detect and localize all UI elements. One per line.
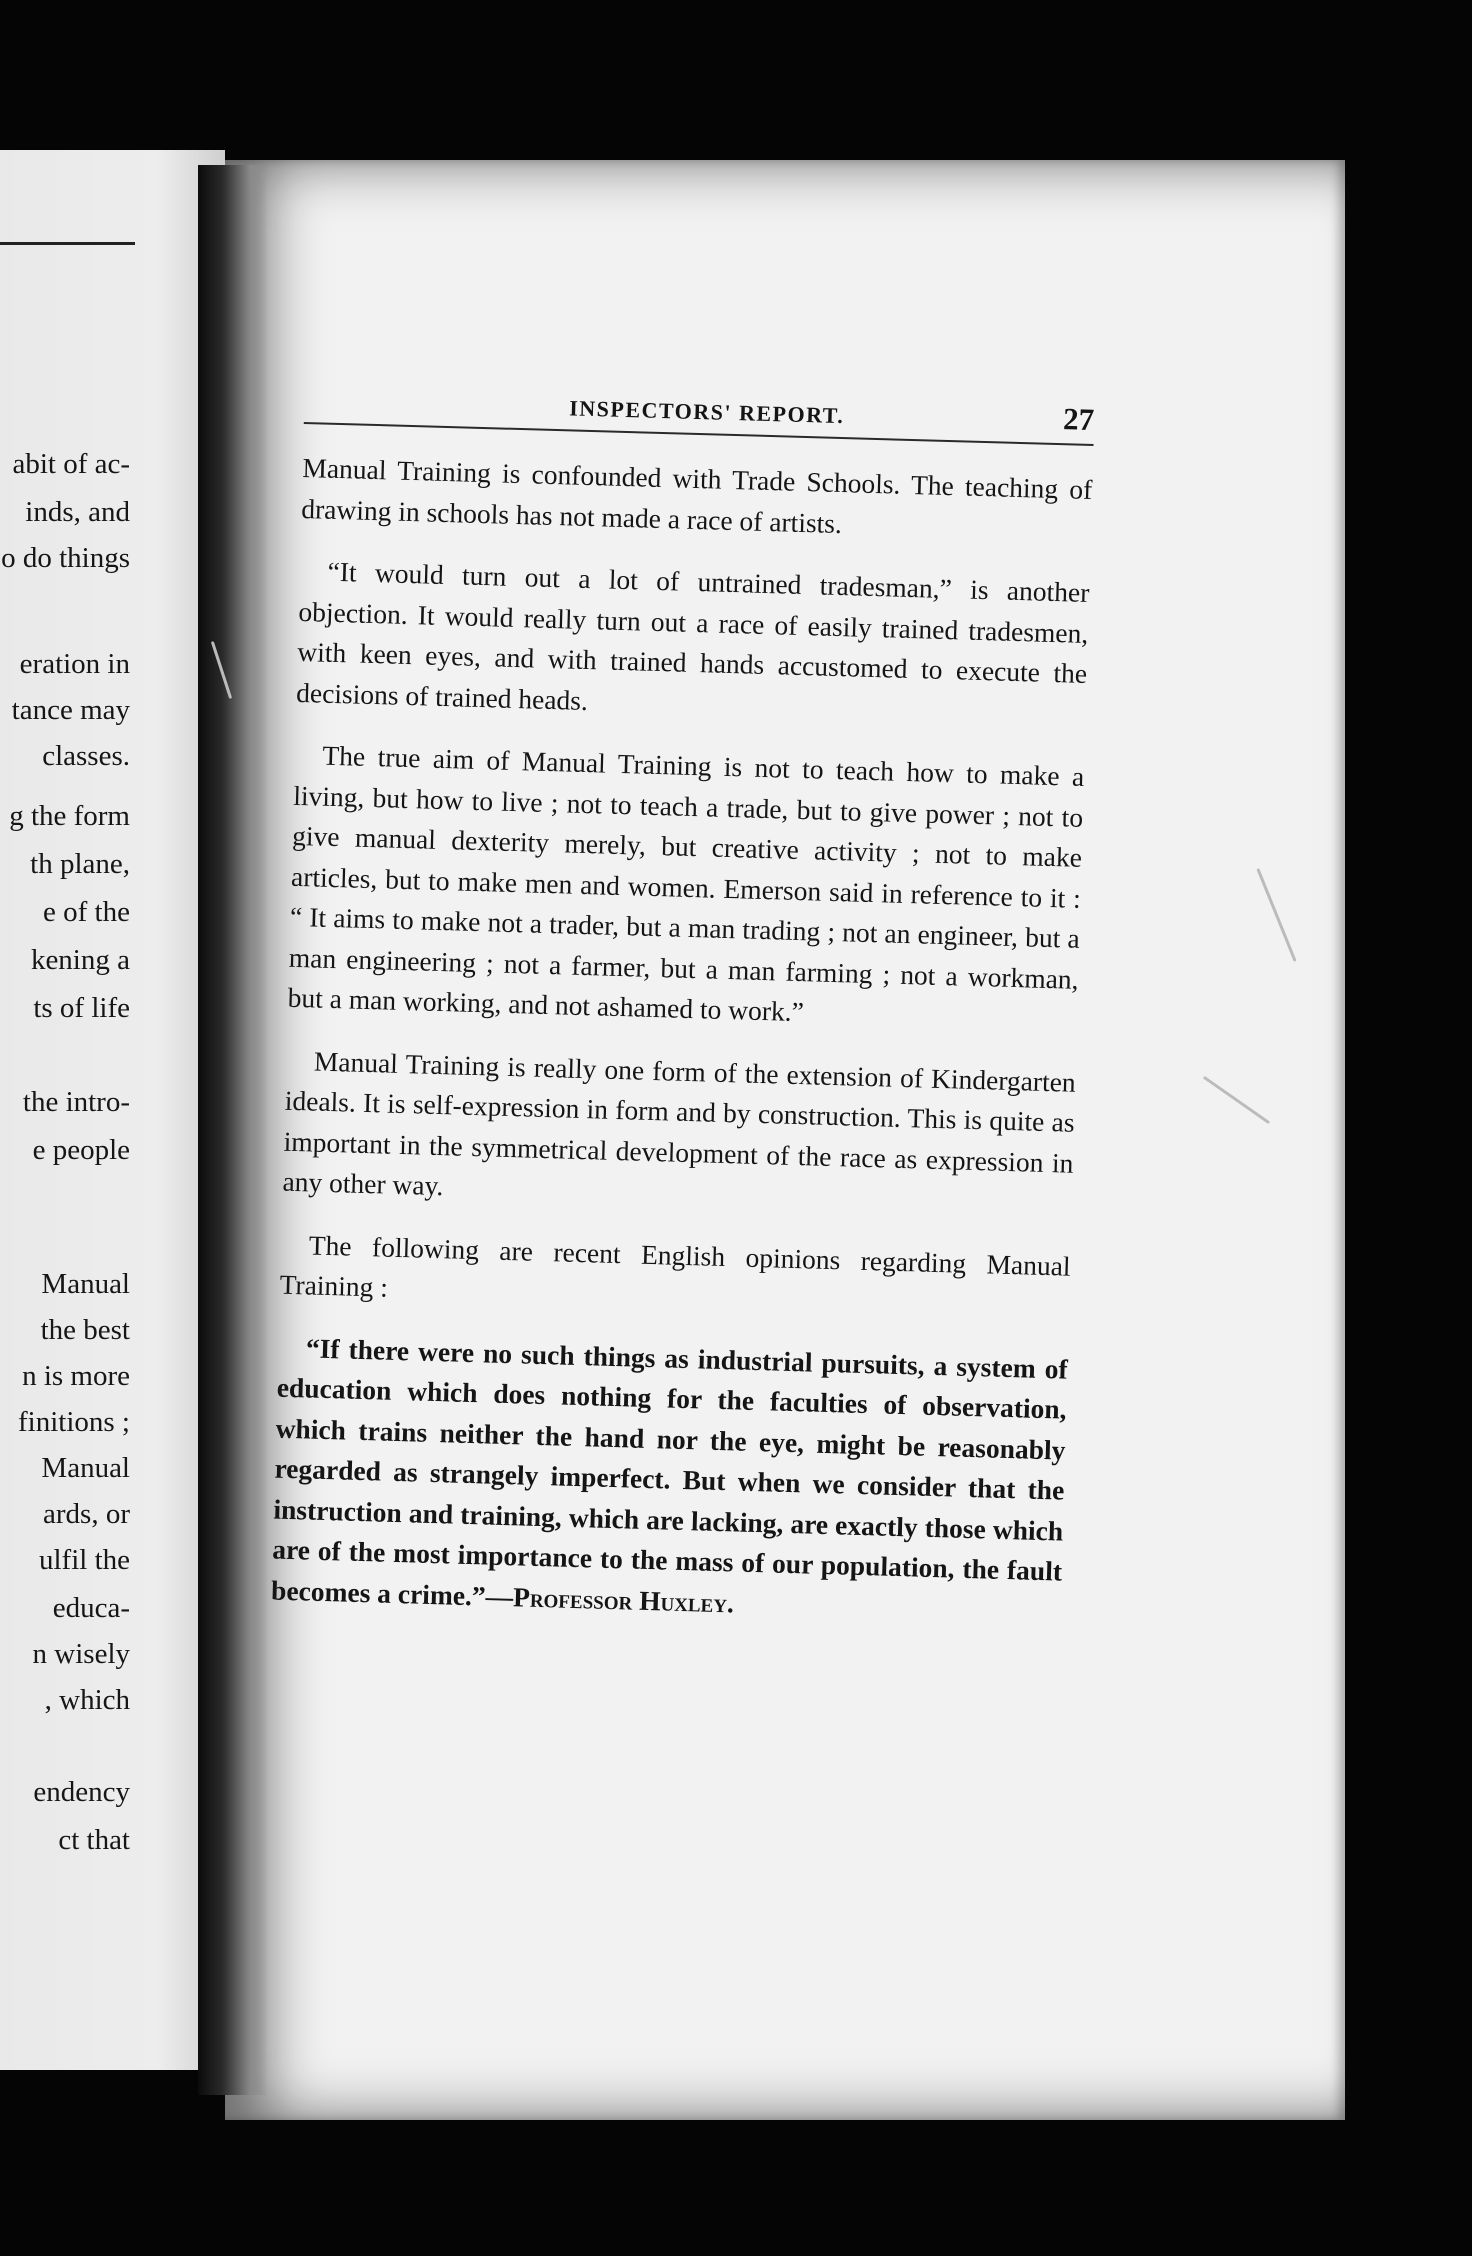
left-page-line: ct that	[58, 1824, 130, 1856]
left-page-line: eration in	[19, 648, 130, 680]
left-page-line: n is more	[22, 1360, 130, 1392]
left-page-line: Manual	[41, 1268, 130, 1300]
left-page-line: n wisely	[32, 1638, 130, 1670]
left-page-line: kening a	[30, 944, 130, 976]
left-page-line: th plane,	[30, 848, 130, 880]
left-page-line: g the form	[9, 800, 130, 832]
left-page-line: o do things	[1, 542, 130, 574]
left-page-line: tance may	[11, 694, 130, 726]
left-page-line: ts of life	[33, 992, 130, 1024]
left-page-line: ards, or	[43, 1498, 130, 1530]
left-page-rule	[0, 242, 135, 245]
quotation-attribution: Professor Huxley.	[512, 1580, 735, 1618]
left-page-line: the intro-	[22, 1086, 130, 1118]
left-page-line: Manual	[41, 1452, 130, 1484]
paragraph: Manual Training is really one form of the extension of Kindergarten ideals. It is self-expression in form and by construction. This is quite as important in the symmetrical development of the race as expression in any other way.	[282, 1045, 1077, 1202]
paragraph: Manual Training is confounded with Trade Schools. The teaching of drawing in schools has not made a race of artists.	[300, 451, 1093, 539]
paragraph: The following are recent English opinions regarding Manual Training :	[279, 1228, 1072, 1303]
left-page-line: e of the	[43, 896, 130, 928]
left-page-line: e people	[32, 1134, 130, 1166]
left-page-line: , which	[44, 1684, 130, 1716]
quotation	[271, 1327, 1069, 1632]
running-head-title: INSPECTORS' REPORT.	[568, 395, 845, 429]
quotation-text: “If there were no such things as industrial pursuits, a system of education which does nothing for the faculties of observation, which trains neither the hand nor the eye, might be reasonably regarded as strangely imperfect. But when we consider that the instruction and training, which are lacking, are exactly those which are of the most importance to the mass of our population, the fault becomes a crime.”—	[270, 1331, 1069, 1612]
left-page-line: inds, and	[25, 496, 130, 528]
left-page-line: abit of ac-	[12, 448, 130, 480]
gutter-shadow	[198, 165, 268, 2095]
left-page-line: the best	[40, 1314, 130, 1346]
left-page-line: endency	[33, 1776, 130, 1808]
left-page-line: finitions ;	[18, 1406, 130, 1438]
paragraph: “It would turn out a lot of untrained tradesman,” is another objection. It would really turn out a race of easily trained tradesmen, with keen eyes, and with trained hands accustomed to execute the decisions of trained heads.	[295, 555, 1090, 716]
page-text-block	[271, 380, 1095, 1633]
page-number: 27	[1062, 401, 1095, 438]
left-page-line: classes.	[42, 740, 130, 772]
paragraph: The true aim of Manual Training is not to teach how to make a living, but how to live ; not to teach a trade, but to give power ; not to give manual dexterity merely, but creative activity ; not to make articles, but to make men and women. Emerson said in reference to it : “ It aims to make not a trader, but a man trading ; not an engineer, but a man engineering ; not a farmer, but a man farming ; not a workman, but a man working, and not ashamed to work.”	[287, 739, 1085, 1028]
left-page-line: educa-	[52, 1592, 130, 1624]
left-page-line: ulfil the	[38, 1544, 130, 1576]
